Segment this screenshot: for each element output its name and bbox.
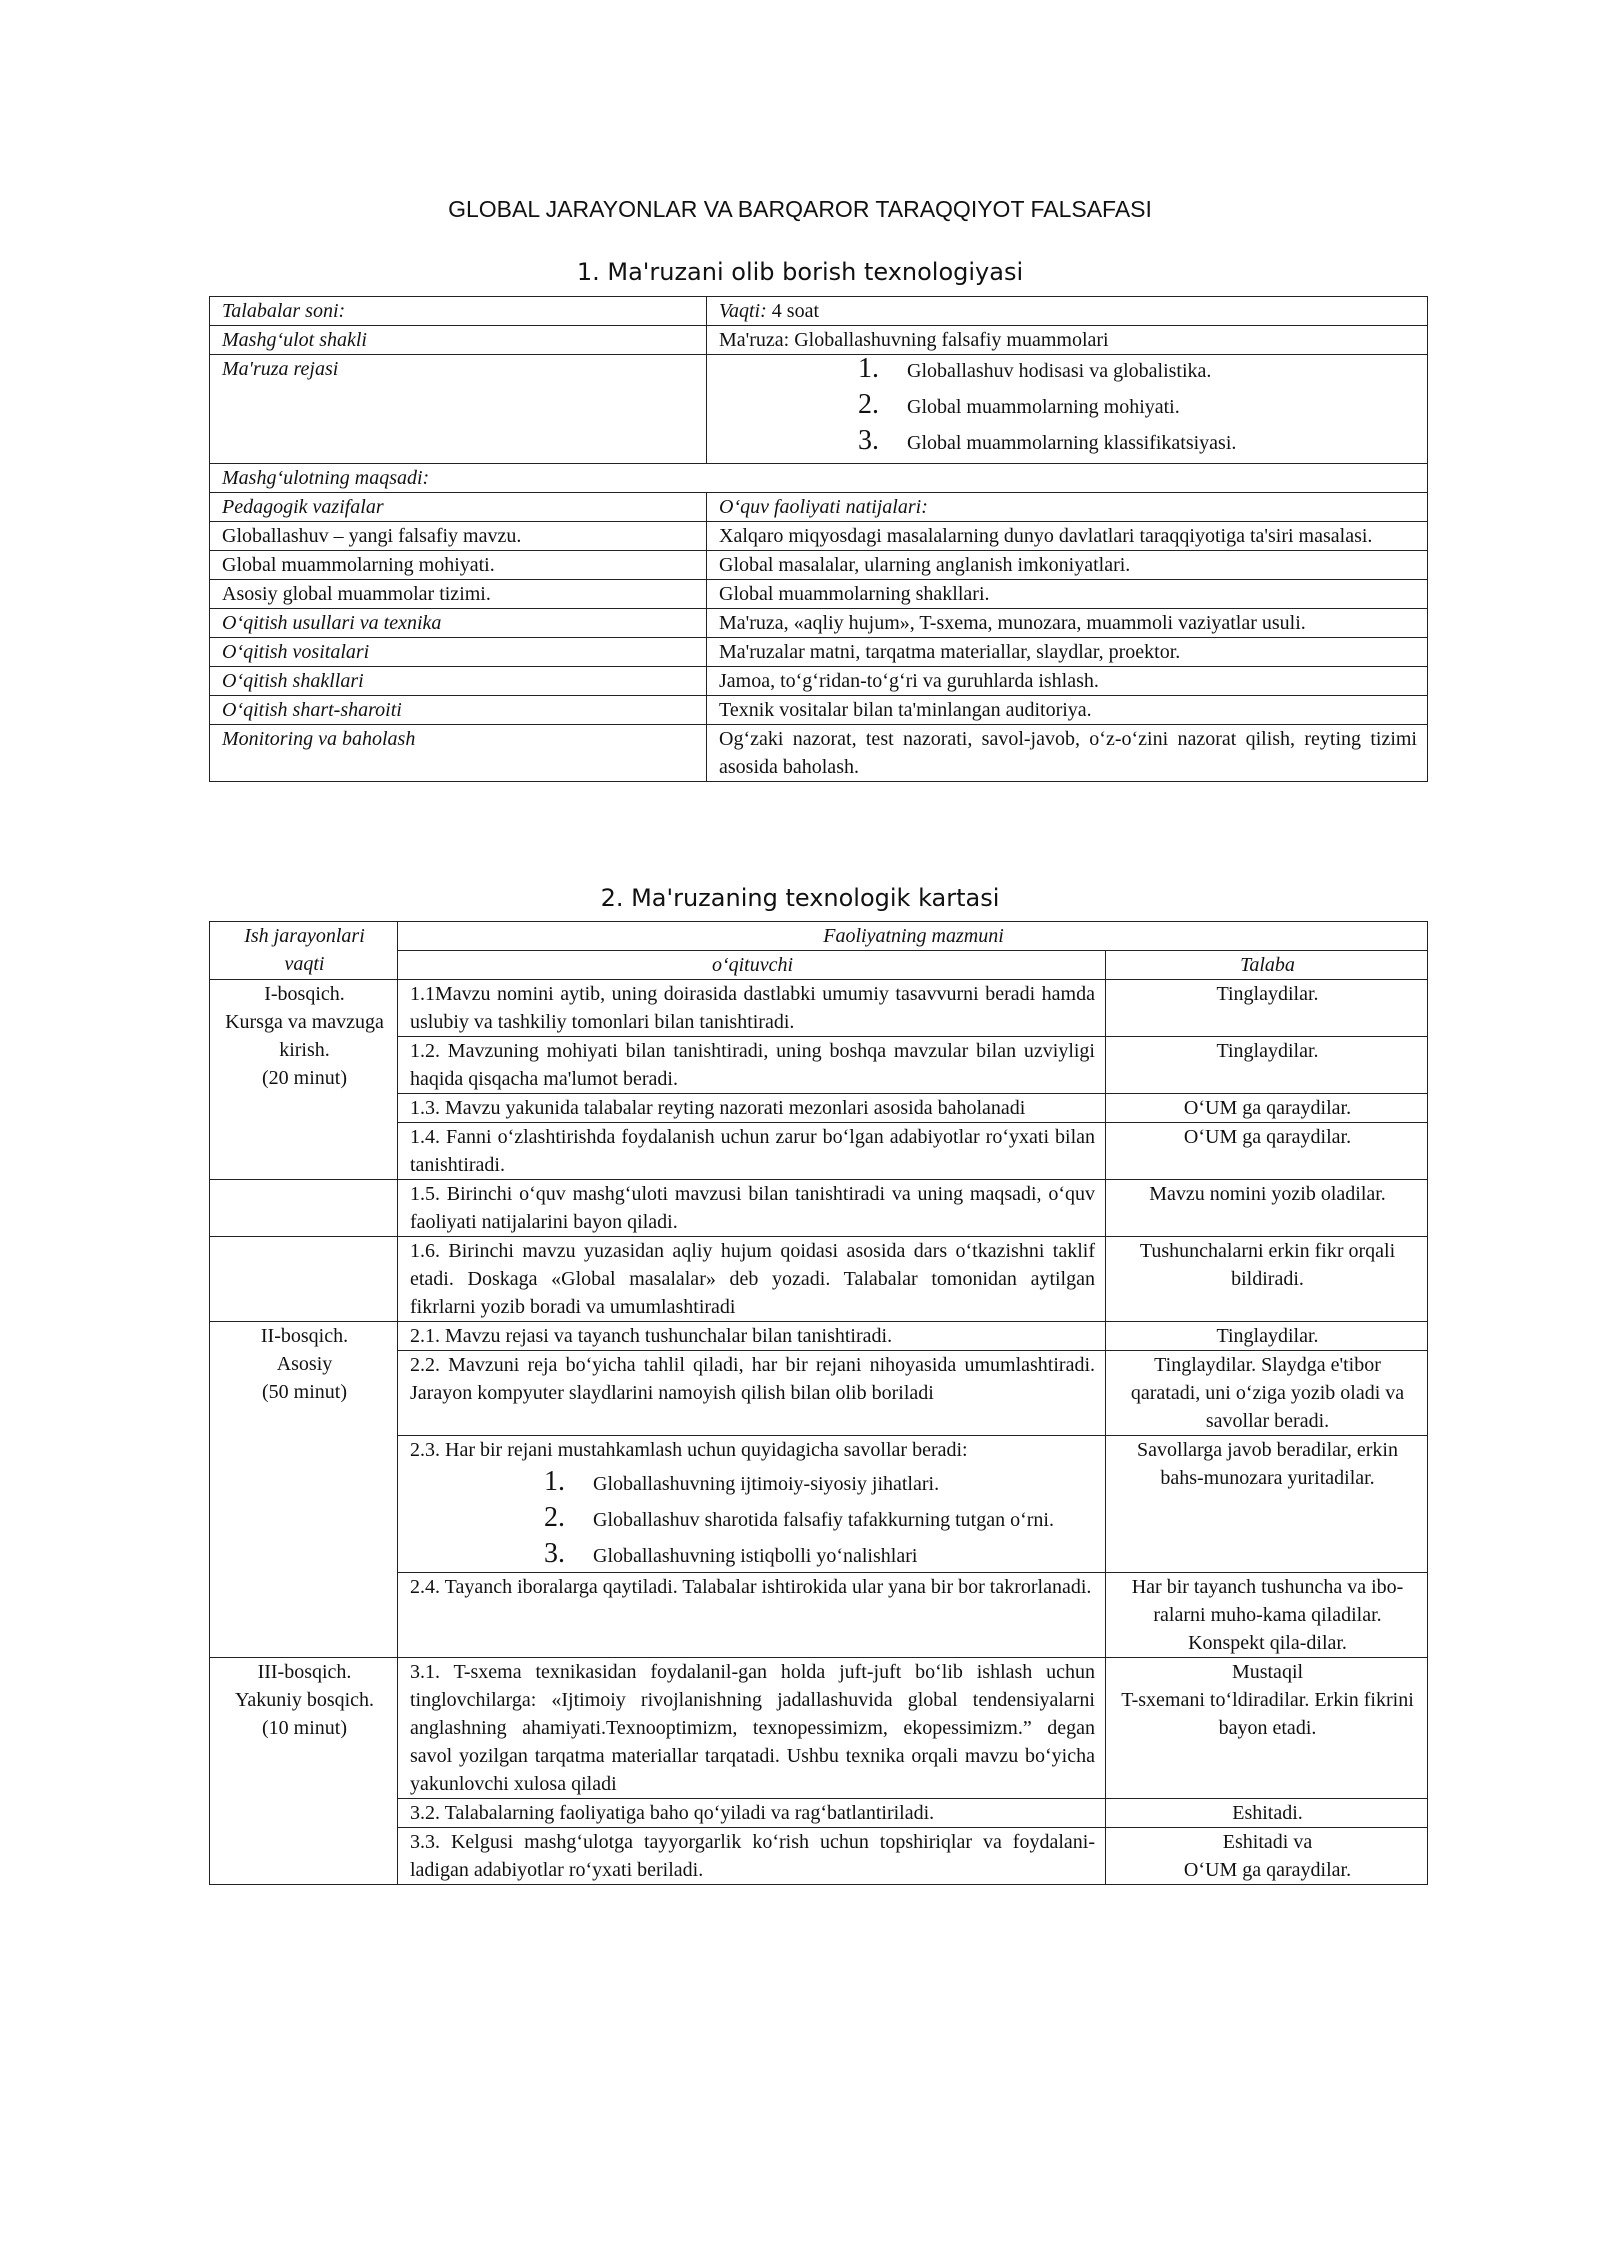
teacher-cell: 1.4. Fanni o‘zlashtirishda foydalanish uchun zarur bo‘lgan adabiyotlar ro‘yxati bilan tanishtiradi.: [398, 1123, 1106, 1180]
question-text: Globallashuvning ijtimoiy-siyosiy jihatlari.: [593, 1473, 940, 1495]
teacher-cell: 3.2. Talabalarning faoliyatiga baho qo‘yiladi va rag‘batlantiriladi.: [398, 1799, 1106, 1828]
lecture-technology-table: [209, 296, 1428, 782]
table-cell: O‘qitish usullari va texnika: [210, 609, 707, 638]
table-row: [210, 493, 1428, 522]
plan-item-text: Global muammolarning mohiyati.: [907, 396, 1180, 418]
pedagogical-tasks-label: Pedagogik vazifalar: [210, 493, 707, 522]
list-item: [410, 1500, 1095, 1536]
table-cell: Globallashuv – yangi falsafiy mavzu.: [210, 522, 707, 551]
question-text: Globallashuvning istiqbolli yo‘nalishlari: [593, 1545, 918, 1567]
document-title: GLOBAL JARAYONLAR VA BARQAROR TARAQQIYOT FALSAFASI: [448, 196, 1152, 222]
table-row: [210, 464, 1428, 493]
list-item: [819, 427, 1417, 463]
table-cell: O‘qitish shakllari: [210, 667, 707, 696]
student-cell: Mavzu nomini yozib oladilar.: [1106, 1180, 1428, 1237]
teacher-cell: 1.6. Birinchi mavzu yuzasidan aqliy hujum qoidasi asosida dars o‘tkazishni taklif etadi. Doskaga «Global masalalar» deb yozadi. Talabalar tomonidan aytilgan fikrlarni yozib boradi va umumlashtiradi: [398, 1237, 1106, 1322]
plan-item-number: 1.: [858, 353, 879, 384]
student-cell: Savollarga javob beradilar, erkin bahs-munozara yuritadilar.: [1106, 1436, 1428, 1573]
teacher-cell: 2.2. Mavzuni reja bo‘yicha tahlil qiladi, har bir rejani nihoyasida umumlashtiradi. Jarayon kompyuter slaydlarini namoyish qilish bilan olib boriladi: [398, 1351, 1106, 1436]
teacher-cell: 2.4. Tayanch iboralarga qaytiladi. Talabalar ishtirokida ular yana bir bor takrorlanadi.: [398, 1573, 1106, 1658]
empty-time-cell: [210, 1237, 398, 1322]
list-item: [410, 1536, 1095, 1572]
questions-list: [410, 1464, 1095, 1572]
learning-outcomes-label: O‘quv faoliyati natijalari:: [707, 493, 1428, 522]
table-cell: Global muammolarning mohiyati.: [210, 551, 707, 580]
table-cell: Jamoa, to‘g‘ridan-to‘g‘ri va guruhlarda ishlash.: [707, 667, 1428, 696]
student-cell: Mustaqil T-sxemani to‘ldiradilar. Erkin fikrini bayon etadi.: [1106, 1658, 1428, 1799]
student-cell: O‘UM ga qaraydilar.: [1106, 1094, 1428, 1123]
lecture-plan-list: [819, 355, 1417, 463]
session-form-value: Ma'ruza: Globallashuvning falsafiy muammolari: [707, 326, 1428, 355]
question-number: 3.: [544, 1538, 565, 1569]
stage-2-cell: II-bosqich. Asosiy (50 minut): [210, 1322, 398, 1658]
student-cell: Tinglaydilar.: [1106, 1037, 1428, 1094]
student-cell: Eshitadi.: [1106, 1799, 1428, 1828]
teacher-cell: 1.2. Mavzuning mohiyati bilan tanishtiradi, uning boshqa mavzular bilan uzviyligi haqida qisqacha ma'lumot beradi.: [398, 1037, 1106, 1094]
list-item: [410, 1464, 1095, 1500]
teacher-column-header: o‘qituvchi: [398, 951, 1106, 980]
teacher-cell: 3.1. T-sxema texnikasidan foydalanil-gan holda juft-juft bo‘lib ishlash uchun tinglovchilarga: «Ijtimoiy rivojlanishning jadallashuvida global tendensiyalarni anglashning ahamiyati.Texnooptimizm, texnopessimizm, ekopessimizm.” degan savol yozilgan tarqatma materiallar tarqatadi. Ushbu texnika orqali mavzu bo‘yicha yakunlovchi xulosa qiladi: [398, 1658, 1106, 1799]
plan-item-text: Global muammolarning klassifikatsiyasi.: [907, 432, 1237, 454]
section2-heading: 2. Ma'ruzaning texnologik kartasi: [600, 884, 1000, 912]
table-row: [210, 1322, 1428, 1351]
teacher-cell: 3.3. Kelgusi mashg‘ulotga tayyorgarlik ko‘rish uchun topshiriqlar va foydalani-ladigan adabiyotlar ro‘yxati beriladi.: [398, 1828, 1106, 1885]
empty-time-cell: [210, 1180, 398, 1237]
student-column-header: Talaba: [1106, 951, 1428, 980]
table-cell: Monitoring va baholash: [210, 725, 707, 782]
students-count-label: Talabalar soni:: [210, 297, 707, 326]
duration-cell: [707, 297, 1428, 326]
stage-1-cell: I-bosqich. Kursga va mavzuga kirish. (20 minut): [210, 980, 398, 1180]
table-row: [210, 1180, 1428, 1237]
table-row: [210, 725, 1428, 782]
teacher-cell: 2.1. Mavzu rejasi va tayanch tushunchalar bilan tanishtiradi.: [398, 1322, 1106, 1351]
table-row: [210, 522, 1428, 551]
section1-heading: 1. Ma'ruzani olib borish texnologiyasi: [576, 258, 1024, 286]
student-cell: Eshitadi va O‘UM ga qaraydilar.: [1106, 1828, 1428, 1885]
table-header-row: [210, 922, 1428, 951]
teacher-cell: 1.5. Birinchi o‘quv mashg‘uloti mavzusi bilan tanishtiradi va uning maqsadi, o‘quv faoliyati natijalarini bayon qiladi.: [398, 1180, 1106, 1237]
plan-item-number: 2.: [858, 389, 879, 420]
table-row: [210, 355, 1428, 464]
time-column-header: Ish jarayonlari vaqti: [210, 922, 398, 980]
teacher-cell: [398, 1436, 1106, 1573]
plan-item-text: Globallashuv hodisasi va globalistika.: [907, 360, 1212, 382]
table-row: [210, 580, 1428, 609]
table-row: [210, 1237, 1428, 1322]
student-cell: Tinglaydilar.: [1106, 980, 1428, 1037]
student-cell: Tinglaydilar.: [1106, 1322, 1428, 1351]
table-cell: Ma'ruza, «aqliy hujum», T-sxema, munozara, muammoli vaziyatlar usuli.: [707, 609, 1428, 638]
stage-3-cell: III-bosqich. Yakuniy bosqich. (10 minut): [210, 1658, 398, 1885]
teacher-cell: 1.1Mavzu nomini aytib, uning doirasida dastlabki umumiy tasavvurni beradi hamda uslubiy va tashkiliy tomonlari bilan tanishtiradi.: [398, 980, 1106, 1037]
teacher-text: 2.3. Har bir rejani mustahkamlash uchun quyidagicha savollar beradi:: [410, 1439, 968, 1461]
table-cell: Xalqaro miqyosdagi masalalarning dunyo davlatlari taraqqiyotiga ta'siri masalasi.: [707, 522, 1428, 551]
student-cell: Har bir tayanch tushuncha va ibo-ralarni muho-kama qiladilar. Konspekt qila-dilar.: [1106, 1573, 1428, 1658]
table-row: [210, 667, 1428, 696]
table-row: [210, 638, 1428, 667]
lecture-plan-cell: [707, 355, 1428, 464]
table-cell: Ma'ruzalar matni, tarqatma materiallar, slaydlar, proektor.: [707, 638, 1428, 667]
table-row: [210, 1658, 1428, 1799]
lecture-plan-label: Ma'ruza rejasi: [210, 355, 707, 464]
question-number: 2.: [544, 1502, 565, 1533]
session-form-label: Mashg‘ulot shakli: [210, 326, 707, 355]
table-cell: O‘qitish vositalari: [210, 638, 707, 667]
student-cell: O‘UM ga qaraydilar.: [1106, 1123, 1428, 1180]
table-row: [210, 551, 1428, 580]
table-cell: Global masalalar, ularning anglanish imkoniyatlari.: [707, 551, 1428, 580]
teacher-cell: 1.3. Mavzu yakunida talabalar reyting nazorati mezonlari asosida baholanadi: [398, 1094, 1106, 1123]
table-cell: Asosiy global muammolar tizimi.: [210, 580, 707, 609]
plan-item-number: 3.: [858, 425, 879, 456]
duration-value: 4 soat: [766, 300, 819, 322]
list-item: [819, 355, 1417, 391]
question-number: 1.: [544, 1466, 565, 1497]
list-item: [819, 391, 1417, 427]
table-row: [210, 326, 1428, 355]
question-text: Globallashuv sharotida falsafiy tafakkurning tutgan o‘rni.: [593, 1509, 1054, 1531]
duration-label: Vaqti:: [719, 300, 767, 322]
table-cell: Global muammolarning shakllari.: [707, 580, 1428, 609]
table-row: [210, 696, 1428, 725]
table-row: [210, 980, 1428, 1037]
technological-map-table: [209, 921, 1428, 1885]
table-cell: O‘qitish shart-sharoiti: [210, 696, 707, 725]
session-goal-label: Mashg‘ulotning maqsadi:: [210, 464, 1428, 493]
table-row: [210, 297, 1428, 326]
table-cell: Texnik vositalar bilan ta'minlangan auditoriya.: [707, 696, 1428, 725]
content-column-header: Faoliyatning mazmuni: [398, 922, 1428, 951]
student-cell: Tinglaydilar. Slaydga e'tibor qaratadi, uni o‘ziga yozib oladi va savollar beradi.: [1106, 1351, 1428, 1436]
table-row: [210, 609, 1428, 638]
table-cell: Og‘zaki nazorat, test nazorati, savol-javob, o‘z-o‘zini nazorat qilish, reyting tizimi asosida baholash.: [707, 725, 1428, 782]
student-cell: Tushunchalarni erkin fikr orqali bildiradi.: [1106, 1237, 1428, 1322]
